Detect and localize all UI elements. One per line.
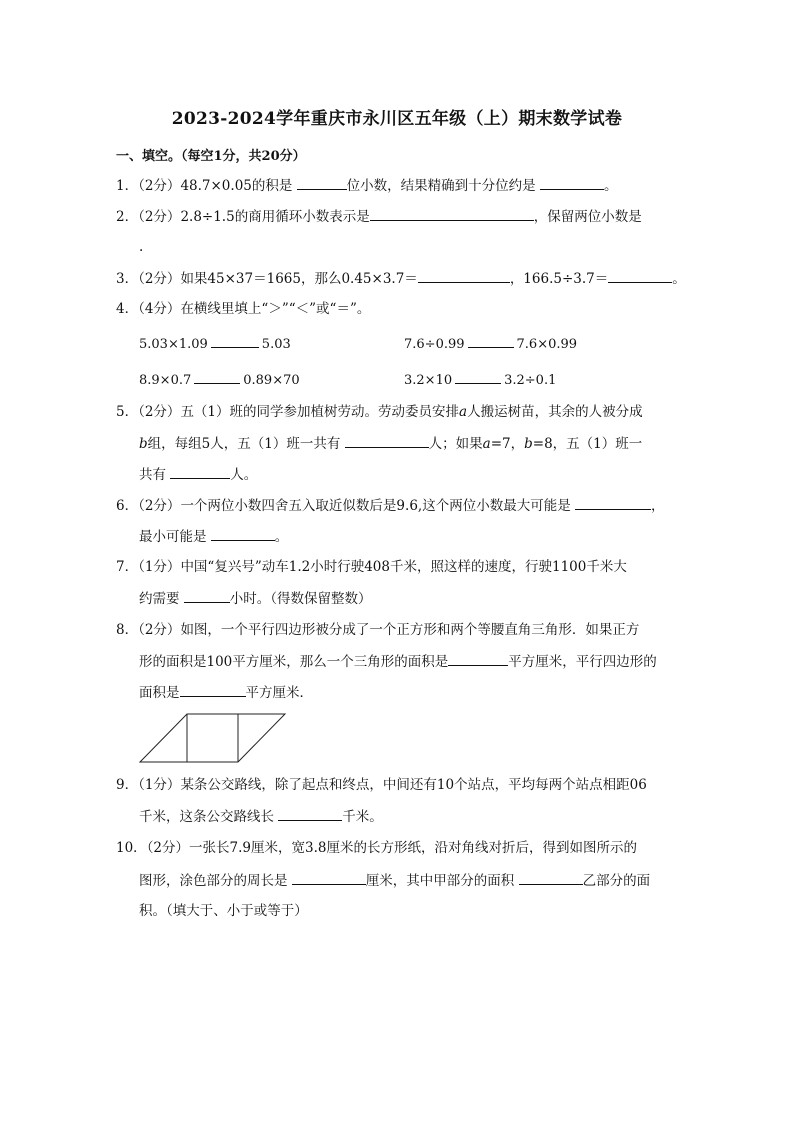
- answer-blank[interactable]: [575, 495, 651, 510]
- question-9: 9．（1分）某条公交路线，除了起点和终点，中间还有10个站点，平均每两个站点相距06: [116, 777, 647, 793]
- answer-blank[interactable]: [184, 588, 230, 603]
- answer-blank[interactable]: [211, 526, 275, 541]
- answer-blank[interactable]: [194, 369, 240, 384]
- question-4: 4．（4分）在横线里填上“＞”“＜”或“＝”。: [116, 301, 371, 317]
- question-5-cont: 共有 人。: [139, 464, 257, 485]
- answer-blank[interactable]: [278, 806, 342, 821]
- question-3: 3．（2分）如果45×37＝1665，那么0.45×3.7＝ ，166.5÷3.7＝ 。: [116, 268, 686, 289]
- question-10-cont: 积。（填大于、小于或等于）: [139, 903, 308, 919]
- question-10: 10．（2分）一张长7.9厘米，宽3.8厘米的长方形纸，沿对角线对折后，得到如图所示的: [116, 840, 637, 856]
- answer-blank[interactable]: [345, 433, 429, 448]
- page-title: 2023-2024学年重庆市永川区五年级（上）期末数学试卷: [171, 109, 623, 129]
- question-9-cont: 千米，这条公交路线长 千米。: [139, 806, 383, 827]
- question-points: （2分）: [138, 178, 181, 194]
- question-number: 8．: [116, 622, 139, 638]
- answer-blank[interactable]: [608, 268, 672, 283]
- answer-blank[interactable]: [180, 682, 246, 697]
- section-heading-fill-in: 一、填空。（每空1分，共20分）: [116, 149, 306, 164]
- question-number: 1．: [116, 178, 139, 194]
- question-8-cont: 形的面积是100平方厘米，那么一个三角形的面积是 平方厘米，平行四边形的: [139, 651, 657, 672]
- question-points: （4分）: [138, 301, 181, 317]
- question-number: 7．: [116, 559, 139, 575]
- answer-blank[interactable]: [455, 369, 501, 384]
- compare-item-1: 5.03×1.09 5.03: [139, 333, 291, 355]
- question-8-cont: 面积是 平方厘米．: [139, 682, 313, 703]
- question-number: 2．: [116, 209, 139, 225]
- question-2: 2．（2分）2.8÷1.5的商用循环小数表示是 ，保留两位小数是: [116, 206, 642, 227]
- question-points: （2分）: [138, 209, 181, 225]
- answer-blank[interactable]: [540, 175, 604, 190]
- question-10-cont: 图形，涂色部分的周长是 厘米，其中甲部分的面积 乙部分的面: [139, 870, 650, 891]
- answer-blank[interactable]: [418, 268, 510, 283]
- question-6-cont: 最小可能是 。: [139, 526, 288, 547]
- question-number: 9．: [116, 777, 139, 793]
- question-number: 6．: [116, 498, 139, 514]
- question-number: 10．: [116, 840, 147, 856]
- question-points: （2分）: [146, 840, 190, 856]
- question-points: （1分）: [138, 777, 181, 793]
- parallelogram-figure: [139, 712, 287, 764]
- answer-blank[interactable]: [519, 870, 583, 885]
- question-6: 6．（2分）一个两位小数四舍五入取近似数后是9.6,这个两位小数最大可能是 ，: [116, 495, 665, 516]
- question-points: （2分）: [138, 404, 181, 420]
- question-5-cont: b组，每组5人，五（1）班一共有 人；如果a=7，b=8，五（1）班一: [139, 433, 642, 454]
- compare-item-2: 7.6÷0.99 7.6×0.99: [404, 333, 577, 355]
- question-7: 7．（1分）中国“复兴号”动车1.2小时行驶408千米，照这样的速度，行驶1100千米大: [116, 559, 627, 575]
- question-points: （2分）: [138, 622, 181, 638]
- parallelogram-outline: [140, 714, 285, 762]
- answer-blank[interactable]: [292, 870, 366, 885]
- question-number: 5．: [116, 404, 139, 420]
- question-2-cont: .: [139, 239, 144, 255]
- question-8: 8．（2分）如图，一个平行四边形被分成了一个正方形和两个等腰直角三角形．如果正方: [116, 622, 640, 638]
- question-points: （2分）: [138, 498, 181, 514]
- question-7-cont: 约需要 小时。（得数保留整数）: [139, 588, 372, 609]
- compare-item-4: 3.2×10 3.2÷0.1: [404, 369, 556, 391]
- question-number: 3．: [116, 271, 139, 287]
- question-points: （2分）: [138, 271, 181, 287]
- answer-blank[interactable]: [468, 333, 514, 348]
- answer-blank[interactable]: [370, 206, 534, 221]
- answer-blank[interactable]: [297, 175, 347, 190]
- answer-blank[interactable]: [211, 333, 259, 348]
- question-5: 5．（2分）五（1）班的同学参加植树劳动。劳动委员安排a人搬运树苗，其余的人被分成: [116, 404, 643, 420]
- question-points: （1分）: [138, 559, 181, 575]
- question-1: 1．（2分）48.7×0.05的积是 位小数，结果精确到十分位约是 。: [116, 175, 617, 196]
- compare-item-3: 8.9×0.7 0.89×70: [139, 369, 300, 391]
- question-number: 4．: [116, 301, 139, 317]
- answer-blank[interactable]: [170, 464, 230, 479]
- answer-blank[interactable]: [448, 651, 508, 666]
